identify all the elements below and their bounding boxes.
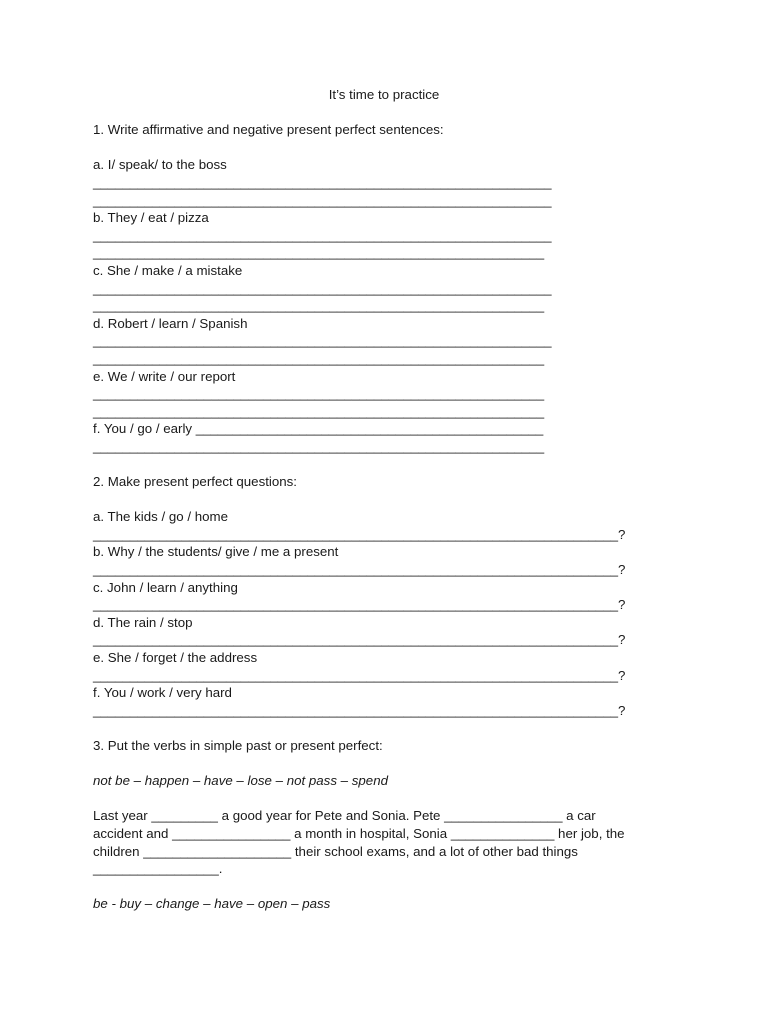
- item-prompt: f. You / work / very hard: [93, 685, 232, 701]
- section2-item-a: [93, 508, 683, 543]
- answer-line[interactable]: _______________________________________________________________________?: [93, 667, 626, 683]
- answer-line[interactable]: _______________________________________________________________________?: [93, 597, 626, 613]
- answer-line[interactable]: _____________________________________________________________: [93, 298, 545, 314]
- section2-item-b: [93, 543, 683, 578]
- answer-line[interactable]: _____________________________________________________________: [93, 350, 545, 366]
- section1-item-d: [93, 315, 683, 368]
- answer-line[interactable]: ______________________________________________________________: [93, 174, 552, 190]
- section1-item-e: [93, 368, 683, 421]
- section2-item-c: [93, 579, 683, 614]
- item-prompt: a. The kids / go / home: [93, 509, 229, 525]
- paragraph-line: children ____________________ their school exams, and a lot of other bad things: [93, 843, 578, 859]
- page-title: It’s time to practice: [328, 87, 440, 102]
- section3-heading: 3. Put the verbs in simple past or present perfect:: [93, 737, 383, 753]
- item-prompt: d. The rain / stop: [93, 614, 193, 630]
- item-prompt[interactable]: f. You / go / early _______________________________________________: [93, 421, 544, 437]
- section1-item-c: [93, 262, 683, 315]
- item-prompt: c. She / make / a mistake: [93, 262, 243, 278]
- item-prompt: a. I/ speak/ to the boss: [93, 157, 227, 173]
- word-bank-2: be - buy – change – have – open – pass: [93, 896, 331, 912]
- answer-line[interactable]: _______________________________________________________________________?: [93, 632, 626, 648]
- answer-line[interactable]: ______________________________________________________________: [93, 192, 552, 208]
- answer-line[interactable]: _______________________________________________________________________?: [93, 702, 626, 718]
- answer-line[interactable]: _____________________________________________________________: [93, 386, 545, 402]
- item-prompt: e. We / write / our report: [93, 368, 236, 384]
- answer-line[interactable]: ______________________________________________________________: [93, 280, 552, 296]
- answer-line[interactable]: _____________________________________________________________: [93, 438, 545, 454]
- answer-line[interactable]: _____________________________________________________________: [93, 245, 545, 261]
- section1-item-a: [93, 156, 683, 209]
- gap-fill-paragraph[interactable]: [93, 807, 683, 877]
- section1-item-b: [93, 209, 683, 262]
- answer-line[interactable]: ______________________________________________________________: [93, 227, 552, 243]
- word-bank-1: not be – happen – have – lose – not pass – spend: [93, 773, 388, 789]
- item-prompt: b. Why / the students/ give / me a present: [93, 544, 339, 560]
- section1-heading: 1. Write affirmative and negative present perfect sentences:: [93, 122, 444, 138]
- section2-item-e: [93, 649, 683, 684]
- section1-item-f: [93, 420, 683, 455]
- answer-line[interactable]: _______________________________________________________________________?: [93, 526, 626, 542]
- item-prompt: c. John / learn / anything: [93, 579, 238, 595]
- answer-line[interactable]: ______________________________________________________________: [93, 333, 552, 349]
- item-prompt: e. She / forget / the address: [93, 650, 258, 665]
- section2-item-f: [93, 684, 683, 719]
- worksheet-page: [93, 86, 683, 913]
- item-prompt: b. They / eat / pizza: [93, 210, 209, 226]
- paragraph-line: Last year _________ a good year for Pete and Sonia. Pete ________________ a car: [93, 808, 596, 824]
- answer-line[interactable]: _______________________________________________________________________?: [93, 562, 626, 578]
- section2-heading: 2. Make present perfect questions:: [93, 474, 297, 490]
- section2-item-d: [93, 614, 683, 649]
- answer-line[interactable]: _____________________________________________________________: [93, 403, 545, 419]
- paragraph-line: accident and ________________ a month in hospital, Sonia ______________ her job, the: [93, 825, 625, 841]
- item-prompt: d. Robert / learn / Spanish: [93, 315, 248, 331]
- paragraph-line: _________________.: [93, 861, 223, 877]
